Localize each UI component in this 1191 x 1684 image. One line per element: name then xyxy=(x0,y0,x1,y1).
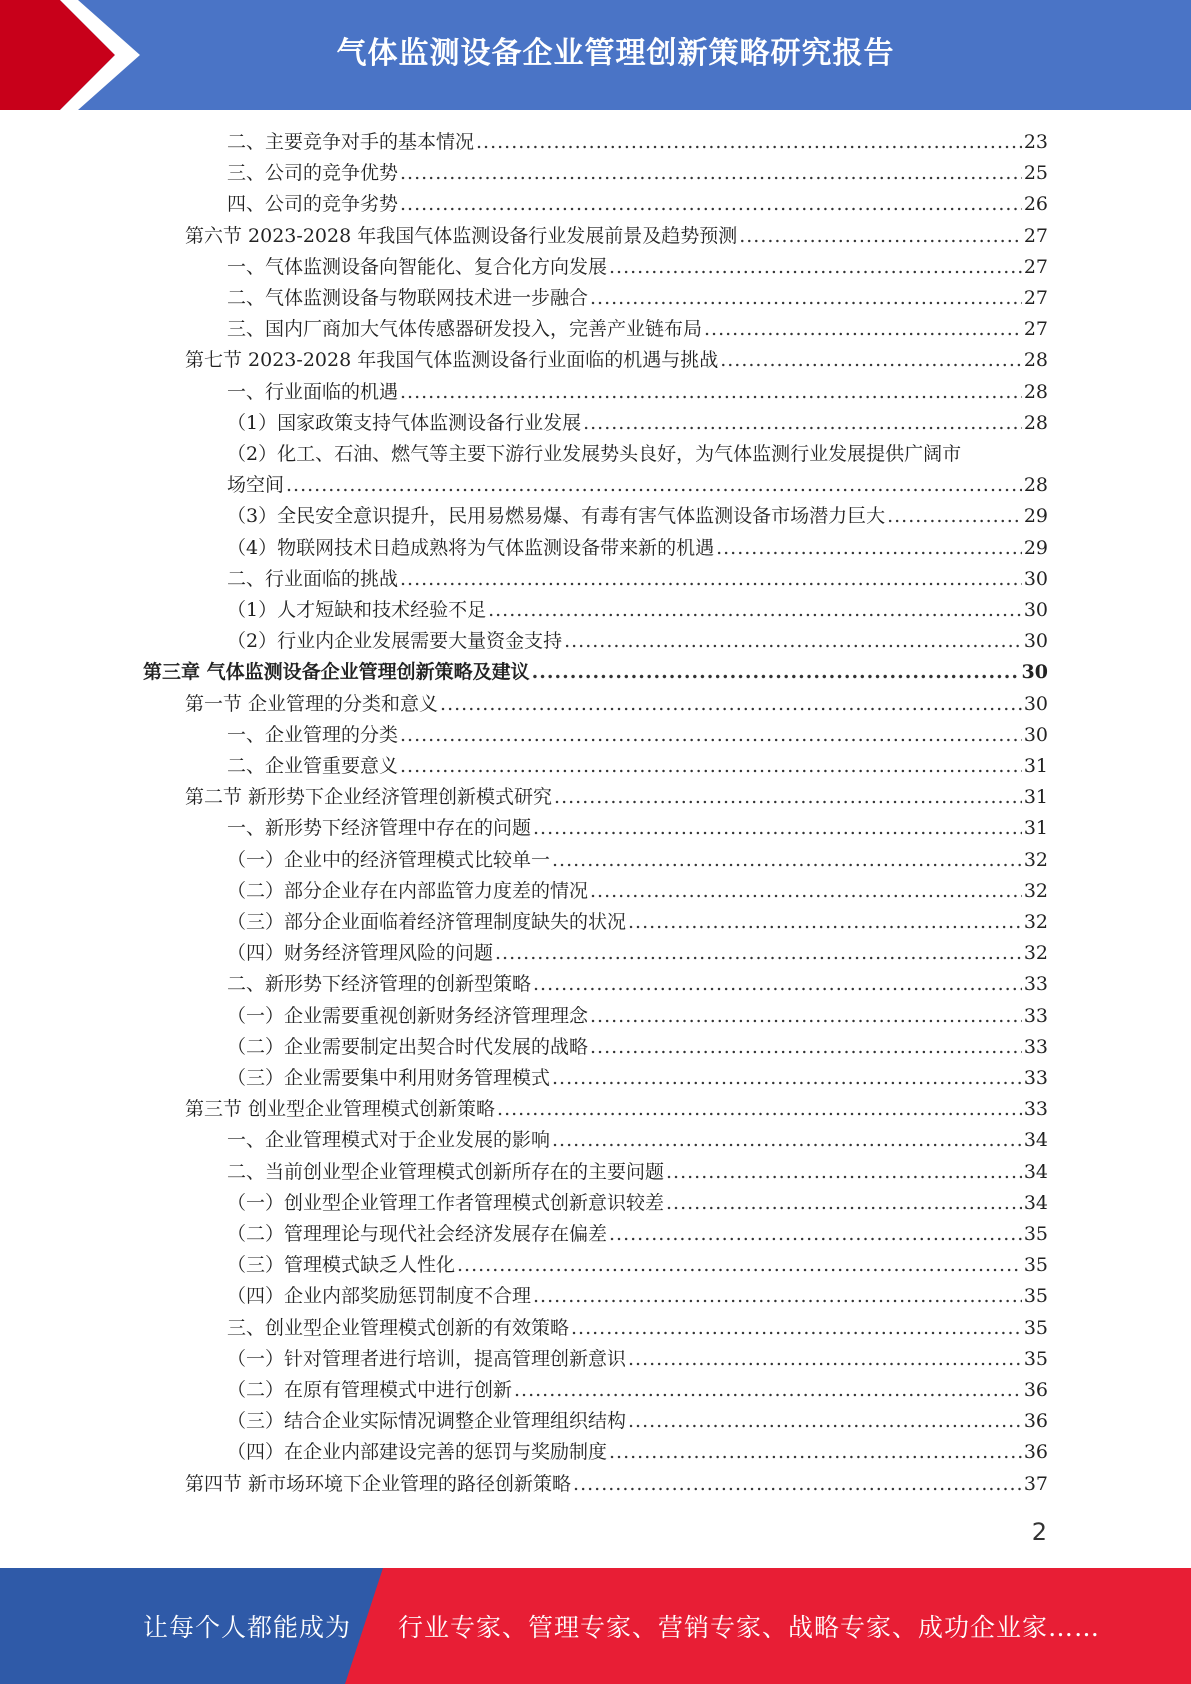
toc-page-number: 30 xyxy=(1023,692,1048,715)
toc-entry-label: 四、公司的竞争劣势 xyxy=(227,193,399,216)
toc-leader-dots xyxy=(666,1188,1022,1219)
toc-leader-dots xyxy=(514,1375,1022,1406)
toc-entry[interactable] xyxy=(227,907,1048,938)
toc-leader-dots xyxy=(704,314,1022,345)
toc-leader-dots xyxy=(400,751,1022,782)
toc-entry-label: 场空间 xyxy=(227,474,285,497)
toc-entry[interactable] xyxy=(227,377,1048,408)
toc-entry-label: 二、气体监测设备与物联网技术进一步融合 xyxy=(227,287,589,309)
toc-leader-dots xyxy=(590,283,1022,314)
toc-leader-dots xyxy=(400,158,1022,189)
toc-leader-dots xyxy=(552,1125,1022,1156)
toc-entry-label: （三）部分企业面临着经济管理制度缺失的状况 xyxy=(227,911,627,933)
toc-entry-label: （一）企业需要重视创新财务经济管理理念 xyxy=(227,1004,589,1027)
toc-entry[interactable] xyxy=(227,1125,1048,1156)
toc-entry[interactable] xyxy=(227,1250,1048,1281)
toc-entry[interactable] xyxy=(227,876,1048,907)
toc-entry[interactable] xyxy=(227,845,1048,876)
toc-leader-dots xyxy=(628,1344,1022,1375)
toc-entry-label: （1）国家政策支持气体监测设备行业发展 xyxy=(227,411,582,434)
toc-entry-label: 一、行业面临的机遇 xyxy=(227,380,399,403)
toc-leader-dots xyxy=(497,1094,1022,1125)
toc-page-number: 27 xyxy=(1023,287,1048,309)
toc-leader-dots xyxy=(590,876,1022,907)
toc-entry[interactable] xyxy=(227,1437,1048,1468)
toc-entry-label: 第七节 2023-2028 年我国气体监测设备行业面临的机遇与挑战 xyxy=(185,349,719,372)
toc-entry-label: 二、行业面临的挑战 xyxy=(227,567,399,590)
toc-entry[interactable] xyxy=(227,189,1048,220)
toc-entry-label: （三）管理模式缺乏人性化 xyxy=(227,1254,456,1277)
toc-page-number: 30 xyxy=(1023,599,1048,621)
toc-chapter-entry[interactable] xyxy=(143,657,1048,688)
report-title: 气体监测设备企业管理创新策略研究报告 xyxy=(336,36,895,71)
toc-page-number: 30 xyxy=(1023,567,1048,590)
toc-page-number: 29 xyxy=(1023,536,1048,559)
toc-entry-label: （1）人才短缺和技术经验不足 xyxy=(227,599,487,621)
toc-page-number: 33 xyxy=(1023,973,1048,996)
toc-leader-dots xyxy=(554,782,1022,813)
toc-leader-dots xyxy=(533,1281,1022,1312)
toc-page-number: 30 xyxy=(1023,630,1048,653)
toc-entry-label: （二）管理理论与现代社会经济发展存在偏差 xyxy=(227,1223,608,1245)
toc-entry[interactable] xyxy=(227,626,1048,657)
toc-page-number: 28 xyxy=(1023,349,1048,372)
toc-entry-label: 二、主要竞争对手的基本情况 xyxy=(227,131,475,153)
toc-entry[interactable] xyxy=(227,1063,1048,1094)
toc-entry[interactable] xyxy=(227,969,1048,1000)
toc-leader-dots xyxy=(488,595,1022,626)
toc-entry-label: （一）创业型企业管理工作者管理模式创新意识较差 xyxy=(227,1191,665,1214)
toc-page-number: 32 xyxy=(1023,879,1048,902)
toc-entry-label: 一、企业管理的分类 xyxy=(227,723,399,746)
toc-entry-label: （二）部分企业存在内部监管力度差的情况 xyxy=(227,879,589,902)
toc-page-number: 35 xyxy=(1023,1254,1048,1277)
toc-page-number: 36 xyxy=(1023,1410,1048,1433)
toc-entry[interactable] xyxy=(227,158,1048,189)
toc-page-number: 34 xyxy=(1023,1160,1048,1183)
toc-entry-label: 二、当前创业型企业管理模式创新所存在的主要问题 xyxy=(227,1160,665,1183)
toc-page-number: 31 xyxy=(1023,817,1048,840)
toc-entry[interactable] xyxy=(227,564,1048,595)
toc-entry[interactable] xyxy=(227,533,1048,564)
toc-entry-label: 第四节 新市场环境下企业管理的路径创新策略 xyxy=(185,1472,572,1495)
toc-leader-dots xyxy=(533,969,1022,1000)
toc-page-number: 30 xyxy=(1021,661,1048,684)
toc-leader-dots xyxy=(440,689,1022,720)
toc-leader-dots xyxy=(720,345,1022,376)
toc-page-number: 35 xyxy=(1023,1316,1048,1339)
toc-entry[interactable] xyxy=(227,938,1048,969)
toc-leader-dots xyxy=(739,221,1022,252)
toc-entry[interactable] xyxy=(185,1469,1048,1500)
toc-entry[interactable] xyxy=(227,1375,1048,1406)
toc-page-number: 28 xyxy=(1023,411,1048,434)
toc-entry-label: （一）针对管理者进行培训，提高管理创新意识 xyxy=(227,1347,627,1370)
toc-entry[interactable] xyxy=(227,1344,1048,1375)
toc-leader-dots xyxy=(571,1313,1022,1344)
toc-leader-dots xyxy=(666,1157,1022,1188)
toc-entry[interactable] xyxy=(227,720,1048,751)
toc-leader-dots xyxy=(286,470,1022,501)
toc-entry[interactable] xyxy=(227,283,1048,314)
toc-leader-dots xyxy=(533,813,1022,844)
toc-entry-label: （三）结合企业实际情况调整企业管理组织结构 xyxy=(227,1410,627,1433)
footer-slogan-right: 行业专家、管理专家、营销专家、战略专家、成功企业家…… xyxy=(398,1613,1101,1642)
toc-page-number: 34 xyxy=(1023,1191,1048,1214)
toc-leader-dots xyxy=(609,252,1022,283)
toc-page-number: 32 xyxy=(1023,848,1048,871)
toc-leader-dots xyxy=(590,1001,1022,1032)
toc-leader-dots xyxy=(564,626,1022,657)
toc-entry[interactable] xyxy=(227,1001,1048,1032)
toc-leader-dots xyxy=(400,564,1022,595)
toc-leader-dots xyxy=(887,501,1022,532)
toc-entry-label: （4）物联网技术日趋成熟将为气体监测设备带来新的机遇 xyxy=(227,536,715,559)
toc-page-number: 31 xyxy=(1023,786,1048,809)
toc-page-number: 34 xyxy=(1023,1129,1048,1152)
toc-page-number: 23 xyxy=(1023,131,1048,153)
toc-leader-dots xyxy=(400,189,1022,220)
toc-entry[interactable] xyxy=(227,813,1048,844)
toc-entry[interactable] xyxy=(227,751,1048,782)
toc-entry-label: 第六节 2023-2028 年我国气体监测设备行业发展前景及趋势预测 xyxy=(185,224,738,247)
toc-page-number: 27 xyxy=(1023,255,1048,278)
toc-leader-dots xyxy=(716,533,1022,564)
toc-entry[interactable] xyxy=(227,127,1048,158)
toc-page-number: 37 xyxy=(1023,1472,1048,1495)
toc-leader-dots xyxy=(400,377,1022,408)
toc-entry-label: （3）全民安全意识提升，民用易燃易爆、有毒有害气体监测设备市场潜力巨大 xyxy=(227,505,886,528)
toc-entry-label: 第三节 创业型企业管理模式创新策略 xyxy=(185,1098,496,1121)
toc-leader-dots xyxy=(495,938,1022,969)
toc-entry-label: 第一节 企业管理的分类和意义 xyxy=(185,692,439,715)
toc-entry-label: （四）企业内部奖励惩罚制度不合理 xyxy=(227,1285,532,1308)
toc-page-number: 26 xyxy=(1023,193,1048,216)
toc-page-number: 35 xyxy=(1023,1347,1048,1370)
toc-leader-dots xyxy=(609,1219,1022,1250)
toc-page-number: 30 xyxy=(1023,723,1048,746)
toc-leader-dots xyxy=(628,907,1022,938)
toc-entry[interactable] xyxy=(185,1094,1048,1125)
toc-leader-dots xyxy=(628,1406,1022,1437)
toc-leader-dots xyxy=(457,1250,1022,1281)
toc-entry-label: （2）行业内企业发展需要大量资金支持 xyxy=(227,630,563,653)
toc-entry[interactable] xyxy=(227,1281,1048,1312)
toc-entry[interactable] xyxy=(227,1406,1048,1437)
toc-page-number: 25 xyxy=(1023,162,1048,185)
toc-page-number: 28 xyxy=(1023,380,1048,403)
page-number: 2 xyxy=(1031,1518,1047,1546)
toc-entry[interactable] xyxy=(185,221,1048,252)
toc-leader-dots xyxy=(573,1469,1022,1500)
toc-entry-label: 一、气体监测设备向智能化、复合化方向发展 xyxy=(227,255,608,278)
toc-page-number: 33 xyxy=(1023,1098,1048,1121)
toc-entry[interactable] xyxy=(227,1032,1048,1063)
page-footer xyxy=(0,1568,1191,1684)
toc-entry-label: 第二节 新形势下企业经济管理创新模式研究 xyxy=(185,786,553,809)
toc-entry-label: （四）在企业内部建设完善的惩罚与奖励制度 xyxy=(227,1441,608,1464)
toc-page-number: 33 xyxy=(1023,1067,1048,1089)
toc-entry[interactable] xyxy=(185,782,1048,813)
toc-page-number: 29 xyxy=(1023,505,1048,528)
toc-leader-dots xyxy=(476,127,1022,158)
toc-entry-label: 第三章 气体监测设备企业管理创新策略及建议 xyxy=(143,661,530,684)
toc-entry[interactable] xyxy=(227,408,1048,439)
toc-leader-dots xyxy=(583,408,1022,439)
toc-entry[interactable] xyxy=(227,1219,1048,1250)
toc-entry[interactable] xyxy=(227,1313,1048,1344)
toc-entry-label: 三、公司的竞争优势 xyxy=(227,162,399,185)
toc-page-number: 33 xyxy=(1023,1004,1048,1027)
page-header xyxy=(0,0,1191,110)
toc-leader-dots xyxy=(532,657,1020,688)
toc-entry[interactable] xyxy=(185,345,1048,376)
toc-page-number: 31 xyxy=(1023,755,1048,777)
toc-entry-label: （三）企业需要集中利用财务管理模式 xyxy=(227,1067,551,1089)
toc-leader-dots xyxy=(400,720,1022,751)
toc-entry-label: 二、企业管重要意义 xyxy=(227,755,399,777)
toc-leader-dots xyxy=(552,1063,1022,1094)
toc-entry-text[interactable]: （2）化工、石油、燃气等主要下游行业发展势头良好，为气体监测行业发展提供广阔市 xyxy=(227,443,962,465)
toc-leader-dots xyxy=(552,845,1022,876)
toc-page-number: 33 xyxy=(1023,1035,1048,1058)
toc-page-number: 27 xyxy=(1023,224,1048,247)
toc-page-number: 35 xyxy=(1023,1285,1048,1308)
toc-entry[interactable] xyxy=(185,689,1048,720)
toc-entry[interactable] xyxy=(227,314,1048,345)
toc-entry[interactable] xyxy=(227,501,1048,532)
toc-entry[interactable] xyxy=(227,470,1048,501)
toc-entry[interactable] xyxy=(227,1157,1048,1188)
toc-entry-label: 一、新形势下经济管理中存在的问题 xyxy=(227,817,532,840)
toc-entry[interactable] xyxy=(227,252,1048,283)
toc-page-number: 28 xyxy=(1023,474,1048,497)
toc-entry-label: （一）企业中的经济管理模式比较单一 xyxy=(227,848,551,871)
toc-entry-label: 一、企业管理模式对于企业发展的影响 xyxy=(227,1129,551,1152)
toc-entry-label: 三、国内厂商加大气体传感器研发投入，完善产业链布局 xyxy=(227,318,703,341)
toc-page-number: 36 xyxy=(1023,1441,1048,1464)
footer-slogan-left: 让每个人都能成为 xyxy=(143,1613,352,1642)
toc-entry[interactable] xyxy=(227,595,1048,626)
toc-leader-dots xyxy=(590,1032,1022,1063)
toc-page-number: 35 xyxy=(1023,1223,1048,1245)
toc-entry-label: 三、创业型企业管理模式创新的有效策略 xyxy=(227,1316,570,1339)
toc-entry-label: （二）在原有管理模式中进行创新 xyxy=(227,1379,513,1401)
toc-page-number: 27 xyxy=(1023,318,1048,341)
toc-page-number: 36 xyxy=(1023,1379,1048,1401)
toc-entry-label: 二、新形势下经济管理的创新型策略 xyxy=(227,973,532,996)
toc-page-number: 32 xyxy=(1023,942,1048,965)
toc-leader-dots xyxy=(609,1437,1022,1468)
toc-entry[interactable] xyxy=(227,1188,1048,1219)
toc-entry-label: （四）财务经济管理风险的问题 xyxy=(227,942,494,965)
toc-page-number: 32 xyxy=(1023,911,1048,933)
toc-entry-label: （二）企业需要制定出契合时代发展的战略 xyxy=(227,1035,589,1058)
